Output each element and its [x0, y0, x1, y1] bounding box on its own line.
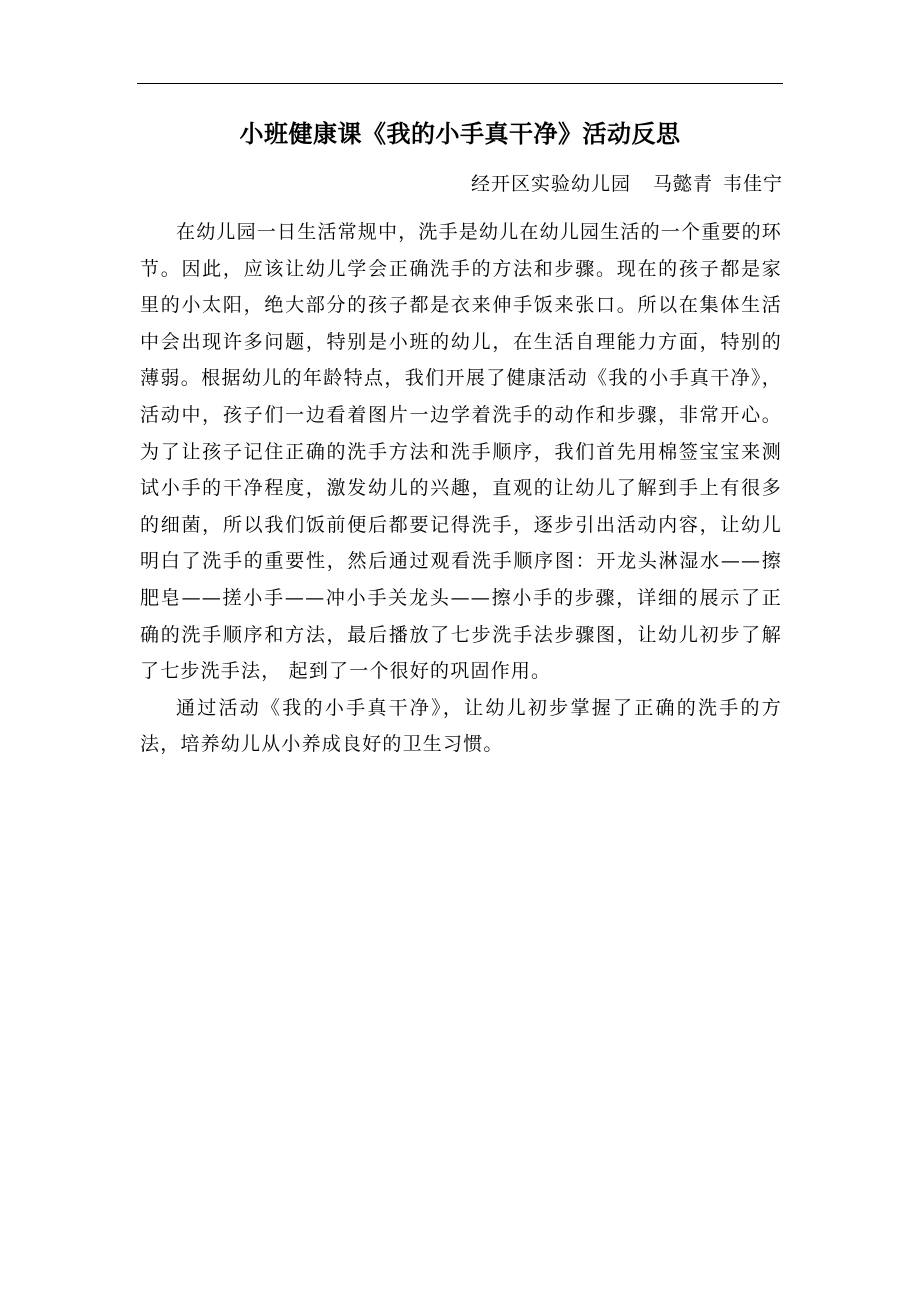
- byline-author-2: 韦佳宁: [722, 173, 783, 195]
- byline-school: 经开区实验幼儿园: [470, 173, 631, 195]
- paragraph-1: 在幼儿园一日生活常规中，洗手是幼儿在幼儿园生活的一个重要的环节。因此，应该让幼儿学会正确洗手的方法和步骤。现在的孩子都是家里的小太阳，绝大部分的孩子都是衣来伸手饭来张口。所以在集体生活中会出现许多问题，特别是小班的幼儿，在生活自理能力方面，特别的薄弱。根据幼儿的年龄特点，我们开展了健康活动《我的小手真干净》，活动中，孩子们一边看着图片一边学着洗手的动作和步骤，非常开心。为了让孩子记住正确的洗手方法和洗手顺序，我们首先用棉签宝宝来测试小手的干净程度，激发幼儿的兴趣，直观的让幼儿了解到手上有很多的细菌，所以我们饭前便后都要记得洗手，逐步引出活动内容，让幼儿明白了洗手的重要性，然后通过观看洗手顺序图：开龙头淋湿水——擦肥皂——搓小手——冲小手关龙头——擦小手的步骤，详细的展示了正确的洗手顺序和方法，最后播放了七步洗手法步骤图，让幼儿初步了解了七步洗手法， 起到了一个很好的巩固作用。: [140, 221, 783, 683]
- byline-author-1: 马懿青: [652, 173, 713, 195]
- body-text: [140, 214, 782, 763]
- paragraph-2: 通过活动《我的小手真干净》，让幼儿初步掌握了正确的洗手的方法，培养幼儿从小养成良好的卫生习惯。: [140, 696, 782, 756]
- document-title: 小班健康课《我的小手真干净》活动反思: [239, 120, 681, 148]
- byline: [137, 169, 783, 199]
- header-rule: [137, 83, 783, 84]
